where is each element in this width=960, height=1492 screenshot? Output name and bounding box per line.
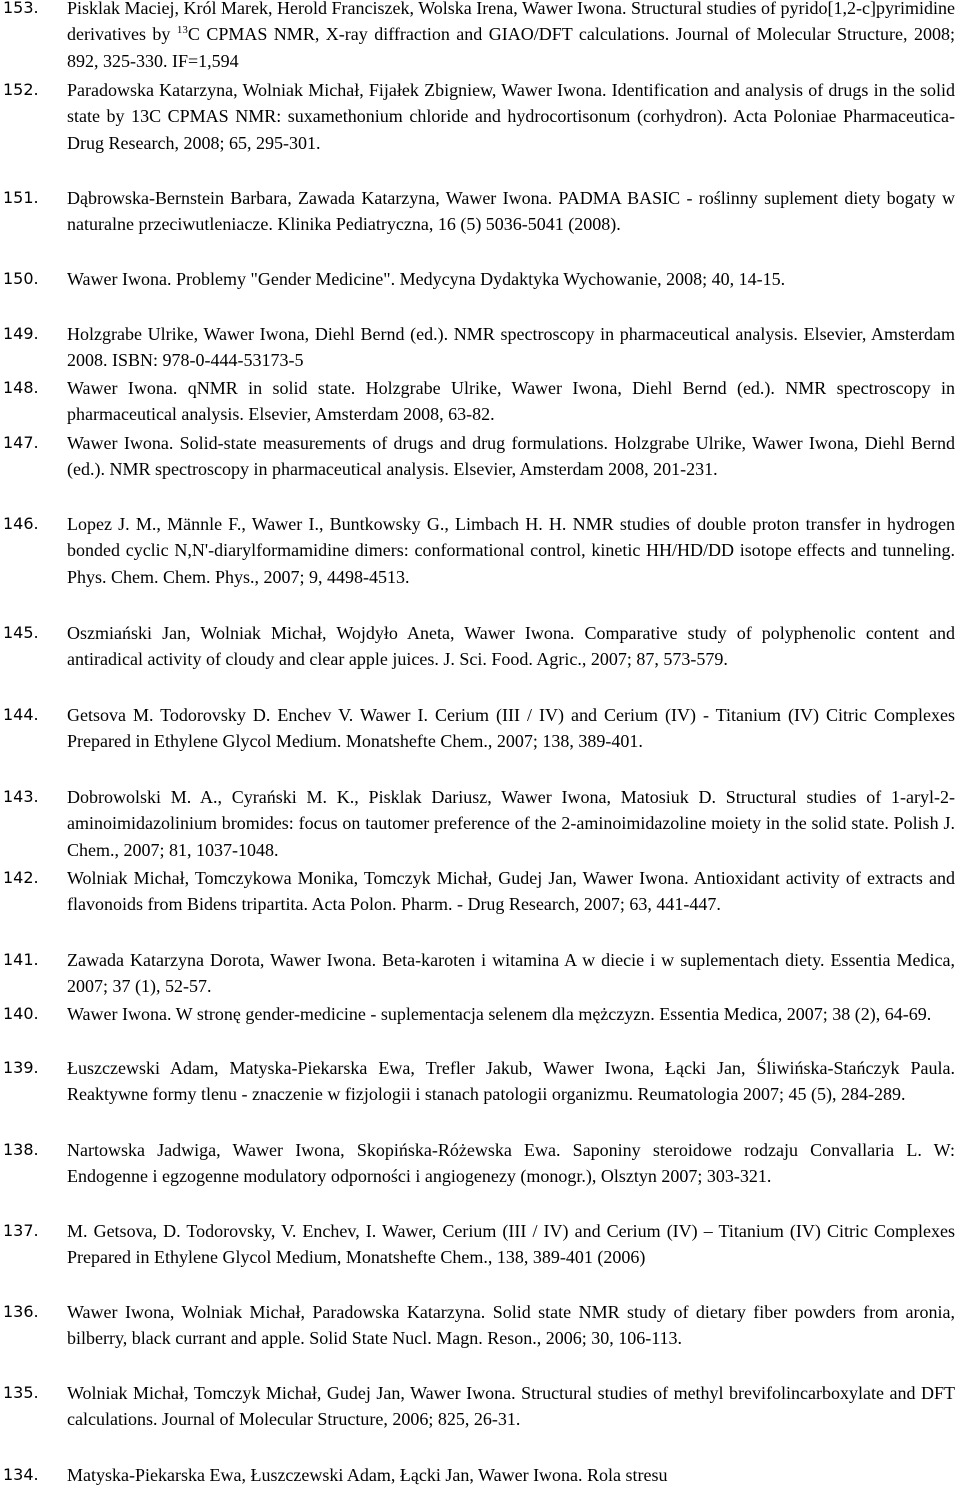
reference-number: 140. (3, 1004, 39, 1023)
reference-text: Paradowska Katarzyna, Wolniak Michał, Fijałek Zbigniew, Wawer Iwona. Identification and analysis of drugs in the solid state by 13C CPMAS NMR: suxamethonium chloride and hydrocortisonum (corhydron). Acta Poloniae Pharmaceutica-Drug Research, 2008; 65, 295-301. (67, 80, 955, 153)
reference-text: Wolniak Michał, Tomczykowa Monika, Tomczyk Michał, Gudej Jan, Wawer Iwona. Antioxidant activity of extracts and flavonoids from Bidens tripartita. Acta Polon. Pharm. - Drug Research, 2007; 63, 441-447. (67, 868, 955, 915)
reference-text: Getsova M. Todorovsky D. Enchev V. Wawer I. Cerium (III / IV) and Cerium (IV) - Titanium (IV) Citric Complexes Prepared in Ethylene Glycol Medium. Monatshefte Chem., 2007; 138, 389-401. (67, 705, 955, 752)
reference-text: Holzgrabe Ulrike, Wawer Iwona, Diehl Bernd (ed.). NMR spectroscopy in pharmaceutical analysis. Elsevier, Amsterdam 2008. ISBN: 978-0-444-53173-5 (67, 324, 955, 371)
reference-number: 143. (3, 787, 39, 806)
reference-number: 145. (3, 623, 39, 642)
reference-number: 137. (3, 1221, 39, 1240)
reference-number: 148. (3, 378, 39, 397)
reference-text: Dobrowolski M. A., Cyrański M. K., Pisklak Dariusz, Wawer Iwona, Matosiuk D. Structural studies of 1-aryl-2-aminoimidazolinium bromides: focus on tautomer preference of the 2-aminoimidazoline moiety in the solid state. Polish J. Chem., 2007; 81, 1037-1048. (67, 787, 955, 860)
reference-text: Nartowska Jadwiga, Wawer Iwona, Skopińska-Różewska Ewa. Saponiny steroidowe rodzaju Convallaria L. W: Endogenne i egzogenne modulatory odporności i angiogenezy (monogr.), Olsztyn 2007; 303-321. (67, 1140, 955, 1187)
reference-text: Wawer Iwona. W stronę gender-medicine - suplementacja selenem dla mężczyzn. Essentia Medica, 2007; 38 (2), 64-69. (67, 1004, 932, 1024)
reference-text: M. Getsova, D. Todorovsky, V. Enchev, I. Wawer, Cerium (III / IV) and Cerium (IV) – Titanium (IV) Citric Complexes Prepared in Ethylene Glycol Medium, Monatshefte Chem., 138, 389-401 (2006) (67, 1221, 955, 1268)
reference-number: 150. (3, 269, 39, 288)
reference-text: Lopez J. M., Männle F., Wawer I., Buntkowsky G., Limbach H. H. NMR studies of double proton transfer in hydrogen bonded cyclic N,N'-diarylformamidine dimers: conformational control, kinetic HH/HD/DD isotope effects and tunneling. Phys. Chem. Chem. Phys., 2007; 9, 4498-4513. (67, 514, 955, 587)
reference-number: 138. (3, 1140, 39, 1159)
reference-number: 147. (3, 433, 39, 452)
reference-number: 151. (3, 188, 39, 207)
reference-number: 142. (3, 868, 39, 887)
reference-text: Dąbrowska-Bernstein Barbara, Zawada Katarzyna, Wawer Iwona. PADMA BASIC - roślinny suplement diety bogaty w naturalne przeciwutleniacze. Klinika Pediatryczna, 16 (5) 5036-5041 (2008). (67, 188, 955, 235)
reference-number: 149. (3, 324, 39, 343)
reference-text (67, 0, 955, 74)
reference-text: Wawer Iwona. qNMR in solid state. Holzgrabe Ulrike, Wawer Iwona, Diehl Bernd (ed.). NMR spectroscopy in pharmaceutical analysis. Elsevier, Amsterdam 2008, 63-82. (67, 378, 955, 425)
isotope-superscript: 13 (176, 24, 188, 37)
reference-text-part: Pisklak Maciej, Król Marek, Herold Franciszek, Wolska Irena, Wawer Iwona. Structural studies of pyrido[1,2-c]pyrimidine derivatives by (67, 0, 955, 45)
reference-text-part: C CPMAS NMR, X-ray diffraction and GIAO/DFT calculations. Journal of Molecular Structure, 2008; 892, 325-330. IF=1,594 (67, 24, 955, 71)
reference-text: Wawer Iwona, Wolniak Michał, Paradowska Katarzyna. Solid state NMR study of dietary fiber powders from aronia, bilberry, black currant and apple. Solid State Nucl. Magn. Reson., 2006; 30, 106-113. (67, 1302, 955, 1349)
reference-number: 135. (3, 1383, 39, 1402)
reference-number: 139. (3, 1058, 39, 1077)
reference-text: Zawada Katarzyna Dorota, Wawer Iwona. Beta-karoten i witamina A w diecie i w suplementach diety. Essentia Medica, 2007; 37 (1), 52-57. (67, 950, 955, 997)
reference-number: 144. (3, 705, 39, 724)
reference-number: 134. (3, 1465, 39, 1484)
reference-number: 141. (3, 950, 39, 969)
reference-text: Wawer Iwona. Solid-state measurements of drugs and drug formulations. Holzgrabe Ulrike, Wawer Iwona, Diehl Bernd (ed.). NMR spectroscopy in pharmaceutical analysis. Elsevier, Amsterdam 2008, 201-231. (67, 433, 955, 480)
reference-text: Wawer Iwona. Problemy "Gender Medicine". Medycyna Dydaktyka Wychowanie, 2008; 40, 14-15. (67, 269, 786, 289)
reference-text: Oszmiański Jan, Wolniak Michał, Wojdyło Aneta, Wawer Iwona. Comparative study of polyphenolic content and antiradical activity of cloudy and clear apple juices. J. Sci. Food. Agric., 2007; 87, 573-579. (67, 623, 955, 670)
reference-text: Wolniak Michał, Tomczyk Michał, Gudej Jan, Wawer Iwona. Structural studies of methyl brevifolincarboxylate and DFT calculations. Journal of Molecular Structure, 2006; 825, 26-31. (67, 1383, 955, 1430)
reference-text: Łuszczewski Adam, Matyska-Piekarska Ewa, Trefler Jakub, Wawer Iwona, Łącki Jan, Śliwińska-Stańczyk Paula. Reaktywne formy tlenu - znaczenie w fizjologii i stanach patologii organizmu. Reumatologia 2007; 45 (5), 284-289. (67, 1058, 955, 1105)
reference-number: 146. (3, 514, 39, 533)
reference-number: 136. (3, 1302, 39, 1321)
reference-number: 153. (3, 0, 39, 17)
reference-text: Matyska-Piekarska Ewa, Łuszczewski Adam, Łącki Jan, Wawer Iwona. Rola stresu (67, 1465, 668, 1485)
reference-number: 152. (3, 80, 39, 99)
